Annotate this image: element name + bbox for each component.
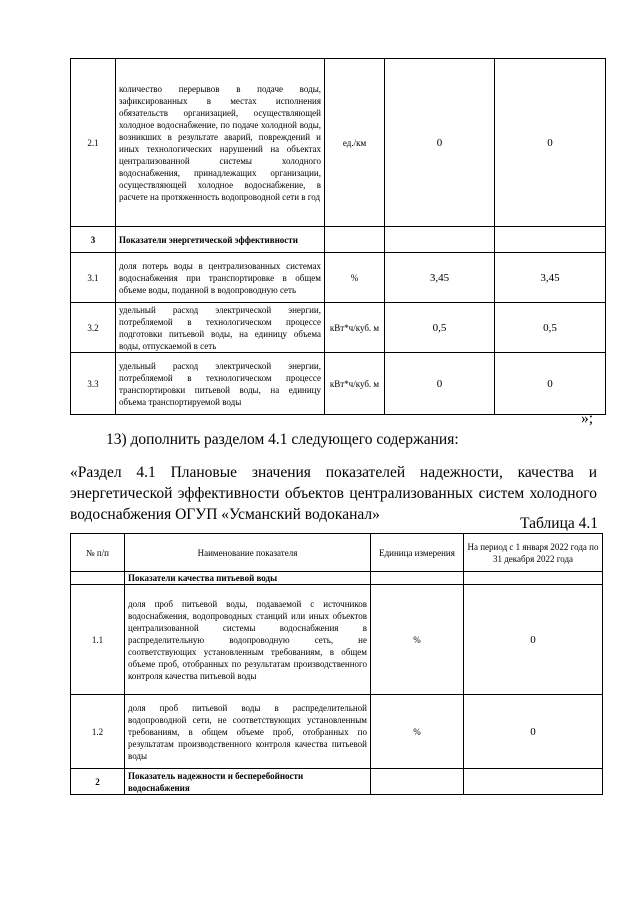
section-header: Показатели качества питьевой воды	[125, 572, 371, 585]
value-cell: 0,5	[495, 303, 606, 353]
value-cell: 0	[385, 353, 495, 415]
section-header: Показатели энергетической эффективности	[116, 227, 325, 253]
row-number: 3.1	[71, 253, 116, 303]
row-number: 3.2	[71, 303, 116, 353]
row-number: 1.1	[71, 585, 125, 695]
table-section-row	[71, 227, 606, 253]
unit-cell: кВт*ч/куб. м	[325, 353, 385, 415]
unit-cell: %	[371, 695, 464, 769]
empty-cell	[464, 769, 603, 795]
value-cell: 3,45	[385, 253, 495, 303]
column-header-unit: Единица измерения	[371, 534, 464, 572]
value-cell: 3,45	[495, 253, 606, 303]
row-number	[71, 572, 125, 585]
unit-cell: ед./км	[325, 59, 385, 227]
indicator-description: доля проб питьевой воды в распределительной водопроводной сети, не соответствующих установленным требованиям, в общем объеме проб, отобранных по результатам производственного контроля качества питьевой воды	[125, 695, 371, 769]
row-number: 1.2	[71, 695, 125, 769]
table-header-row	[71, 534, 603, 572]
indicator-description: количество перерывов в подаче воды, зафиксированных в местах исполнения обязательств организацией, осуществляющей холодное водоснабжение, по подаче холодной воды, возникших в результате аварий, повреждений и иных технологических нарушений на объектах централизованной системы холодного водоснабжения, принадлежащих организации, осуществляющей холодное водоснабжение, в расчете на протяженность водопроводной сети в год	[116, 59, 325, 227]
unit-cell: %	[371, 585, 464, 695]
value-cell: 0	[464, 585, 603, 695]
table-row	[71, 303, 606, 353]
table-section-row	[71, 769, 603, 795]
table-section-row	[71, 572, 603, 585]
value-cell: 0	[495, 59, 606, 227]
indicator-description: удельный расход электрической энергии, потребляемой в технологическом процессе подготовки питьевой воды, на единицу объема воды, отпускаемой в сеть	[116, 303, 325, 353]
unit-cell: %	[325, 253, 385, 303]
indicators-table-continued	[70, 58, 606, 415]
row-number: 2	[71, 769, 125, 795]
indicator-description: доля потерь воды в централизованных системах водоснабжения при транспортировке в общем объеме воды, поданной в водопроводную сеть	[116, 253, 325, 303]
table-row	[71, 253, 606, 303]
row-number: 3.3	[71, 353, 116, 415]
empty-cell	[495, 227, 606, 253]
table-row	[71, 353, 606, 415]
empty-cell	[371, 572, 464, 585]
value-cell: 0	[464, 695, 603, 769]
empty-cell	[464, 572, 603, 585]
table-row	[71, 585, 603, 695]
value-cell: 0,5	[385, 303, 495, 353]
row-number: 2.1	[71, 59, 116, 227]
value-cell: 0	[385, 59, 495, 227]
planned-values-table	[70, 533, 603, 795]
empty-cell	[385, 227, 495, 253]
closing-quote: »;	[580, 410, 593, 427]
section-header: Показатель надежности и бесперебойности водоснабжения	[125, 769, 371, 795]
empty-cell	[371, 769, 464, 795]
column-header-number: № п/п	[71, 534, 125, 572]
empty-cell	[325, 227, 385, 253]
value-cell: 0	[495, 353, 606, 415]
section-title: «Раздел 4.1 Плановые значения показателей надежности, качества и энергетической эффективности объектов централизованных систем холодного водоснабжения ОГУП «Усманский водоканал»	[70, 464, 597, 523]
indicator-description: доля проб питьевой воды, подаваемой с источников водоснабжения, водопроводных станций или иных объектов централизованной системы водоснабжения в распределительную водопроводную сеть, не соответствующих установленным требованиям, в общем объеме проб, отобранных по результатам производственного контроля качества питьевой воды	[125, 585, 371, 695]
table-label: Таблица 4.1	[520, 515, 598, 532]
indicator-description: удельный расход электрической энергии, потребляемой в технологическом процессе транспортировки питьевой воды, на единицу объема транспортируемой воды	[116, 353, 325, 415]
table-row	[71, 695, 603, 769]
row-number: 3	[71, 227, 116, 253]
unit-cell: кВт*ч/куб. м	[325, 303, 385, 353]
column-header-period: На период с 1 января 2022 года по 31 декабря 2022 года	[464, 534, 603, 572]
table-row	[71, 59, 606, 227]
column-header-name: Наименование показателя	[125, 534, 371, 572]
amendment-item: 13) дополнить разделом 4.1 следующего содержания:	[106, 431, 459, 448]
